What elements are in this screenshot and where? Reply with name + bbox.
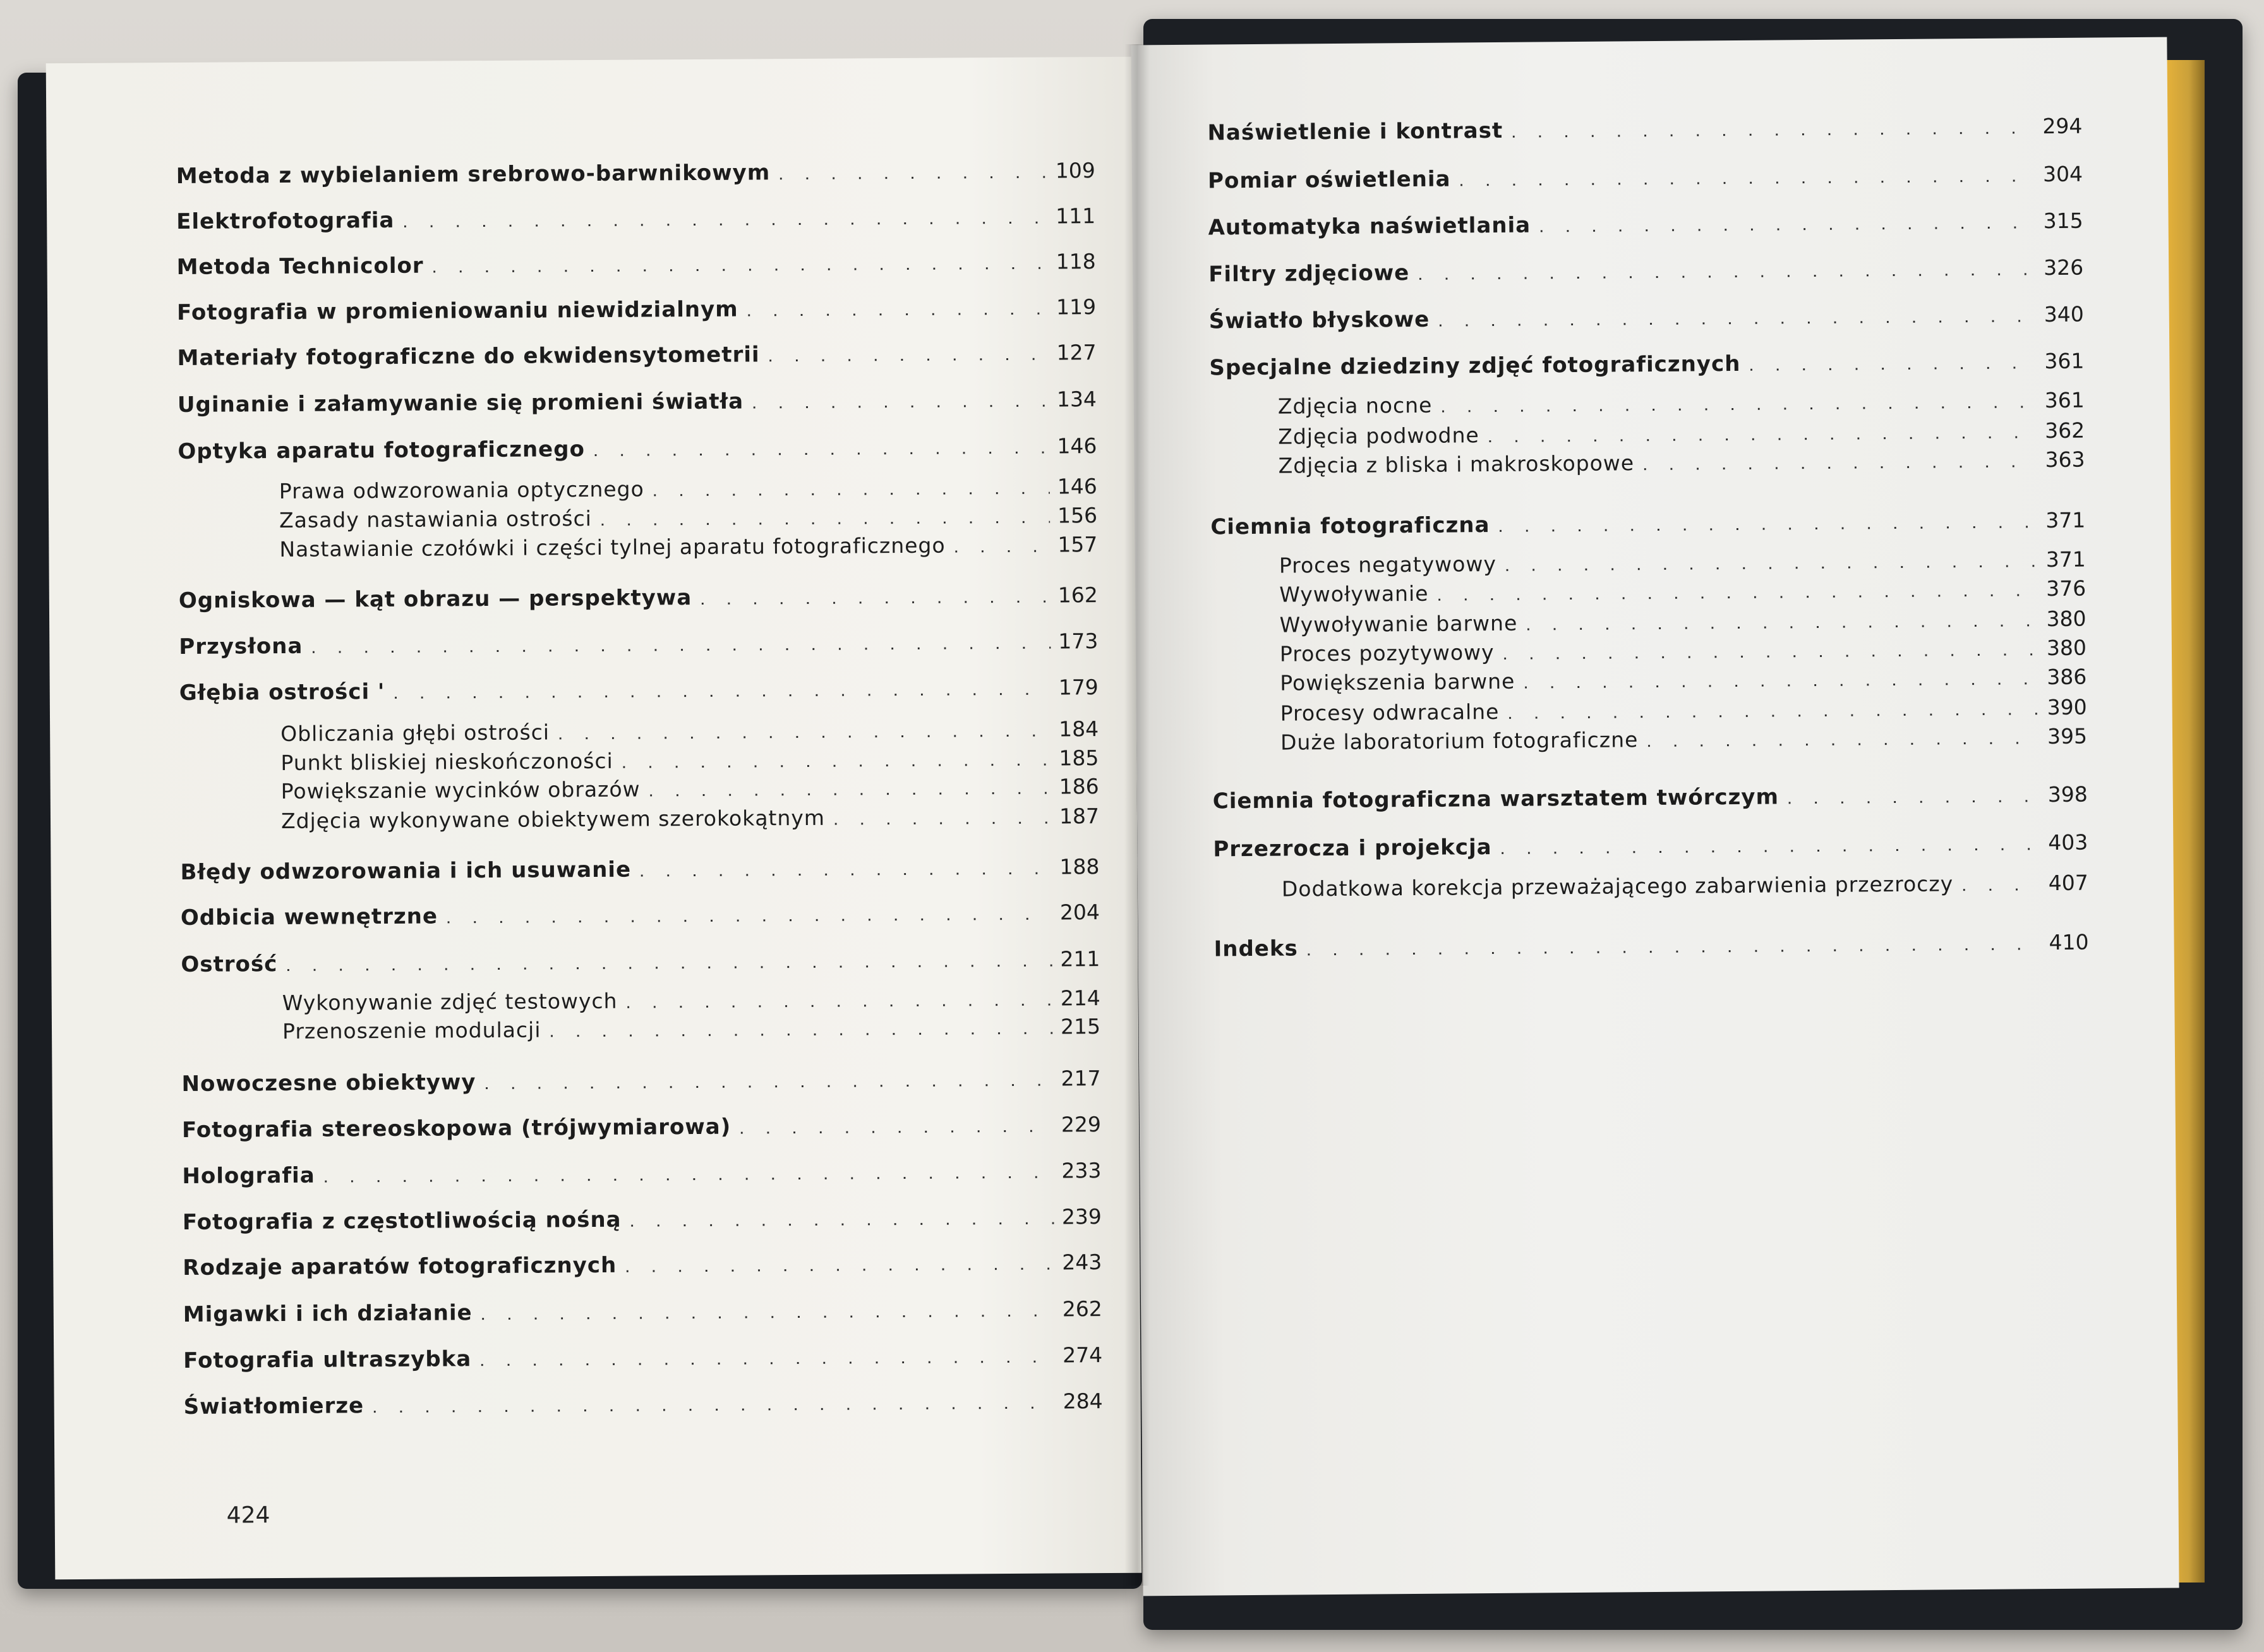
toc-entry-page-number: 376 <box>2046 576 2086 601</box>
toc-entry-title: Powiększenia barwne <box>1280 668 1515 696</box>
dot-leader <box>550 1025 1053 1040</box>
dot-leader <box>480 1353 1055 1369</box>
toc-entry-title: Ogniskowa — kąt obrazu — perspektywa <box>178 585 692 614</box>
dot-leader <box>640 865 1052 879</box>
toc-entry-page-number: 229 <box>1061 1112 1102 1137</box>
toc-entry-page-number: 214 <box>1060 986 1100 1011</box>
toc-entry-page-number: 386 <box>2047 664 2087 690</box>
toc-entry <box>177 294 1096 325</box>
toc-entry <box>281 804 1099 833</box>
toc-entry-page-number: 188 <box>1059 854 1100 879</box>
toc-entry <box>183 1296 1102 1327</box>
dot-leader <box>1505 557 2038 574</box>
toc-entry-title: Fotografia stereoskopowa (trójwymiarowa) <box>181 1114 732 1143</box>
toc-entry <box>1208 162 2083 194</box>
toc-entry-title: Prawa odwzorowania optycznego <box>279 476 644 504</box>
dot-leader <box>1508 705 2039 721</box>
toc-entry-title: Wywoływanie <box>1279 581 1429 607</box>
toc-entry <box>1208 208 2083 241</box>
toc-entry-title: Migawki i ich działanie <box>183 1300 473 1327</box>
toc-entry-page-number: 187 <box>1059 804 1100 829</box>
toc-entry <box>1280 665 2086 696</box>
toc-entry-title: Fotografia ultraszybka <box>183 1346 472 1373</box>
toc-entry-title: Wykonywanie zdjęć testowych <box>282 988 618 1016</box>
toc-entry <box>1213 930 2088 962</box>
toc-entry-page-number: 398 <box>2047 781 2088 807</box>
dot-leader <box>1788 792 2040 806</box>
toc-entry <box>1278 388 2085 419</box>
toc-entry-title: Pomiar oświetlenia <box>1207 166 1451 194</box>
toc-entry <box>1279 547 2086 578</box>
toc-entry-title: Rodzaje aparatów fotograficznych <box>183 1252 617 1281</box>
dot-leader <box>286 957 1052 974</box>
toc-entry-page-number: 111 <box>1056 203 1096 229</box>
toc-entry <box>182 1112 1101 1143</box>
toc-entry-title: Głębia ostrości ' <box>179 679 385 706</box>
dot-leader <box>594 444 1050 459</box>
dot-leader <box>701 593 1051 607</box>
toc-entry <box>279 503 1097 533</box>
toc-entry <box>1279 606 2086 637</box>
toc-entry-page-number: 162 <box>1057 582 1098 608</box>
toc-entry-page-number: 362 <box>2045 418 2085 443</box>
toc-entry-page-number: 326 <box>2044 255 2084 280</box>
dot-leader <box>1459 172 2035 188</box>
toc-entry-page-number: 340 <box>2044 301 2084 327</box>
toc-entry-page-number: 211 <box>1060 946 1100 972</box>
toc-entry-title: Fotografia w promieniowaniu niewidzialnym <box>176 296 738 326</box>
toc-entry-page-number: 239 <box>1061 1204 1102 1229</box>
toc-entry-page-number: 156 <box>1057 503 1098 528</box>
toc-entry-title: Fotografia z częstotliwością nośną <box>182 1207 622 1235</box>
toc-entry-page-number: 186 <box>1059 774 1099 799</box>
dot-leader <box>1501 840 2041 857</box>
toc-entry-page-number: 215 <box>1060 1014 1101 1039</box>
toc-entry-title: Zdjęcia nocne <box>1277 392 1433 419</box>
dot-leader <box>447 910 1052 926</box>
toc-entry-title: Proces negatywowy <box>1279 551 1497 578</box>
toc-entry-page-number: 410 <box>2049 929 2089 955</box>
toc-entry-page-number: 284 <box>1063 1389 1103 1414</box>
toc-entry <box>183 1204 1102 1235</box>
toc-entry <box>181 1066 1100 1097</box>
toc-entry <box>176 158 1095 189</box>
toc-entry <box>182 1158 1101 1189</box>
toc-entry-title: Zdjęcia wykonywane obiektywem szerokokątnym <box>280 805 826 834</box>
toc-entry-page-number: 146 <box>1057 433 1097 459</box>
dot-leader <box>630 1215 1054 1229</box>
dot-leader <box>373 1399 1056 1416</box>
dot-leader <box>403 214 1048 230</box>
toc-entry-page-number: 371 <box>2045 546 2086 572</box>
toc-entry <box>179 629 1098 660</box>
toc-entry <box>180 854 1099 885</box>
toc-entry-title: Błędy odwzorowania i ich usuwanie <box>180 857 632 885</box>
right-page <box>1131 37 2179 1596</box>
toc-entry-page-number: 363 <box>2045 447 2085 473</box>
dot-leader <box>626 996 1052 1011</box>
dot-leader <box>1647 734 2040 749</box>
toc-entry-title: Elektrofotografia <box>176 207 395 235</box>
page-number: 424 <box>226 1502 270 1529</box>
dot-leader <box>1524 675 2039 690</box>
toc-entry-title: Uginanie i załamywanie się promieni światła <box>177 389 744 418</box>
dot-leader <box>1441 398 2037 414</box>
toc-entry-title: Ostrość <box>181 951 278 977</box>
dot-leader <box>740 1123 1054 1137</box>
toc-entry <box>1208 255 2083 287</box>
toc-entry-title: Specjalne dziedziny zdjęć fotograficznych <box>1209 351 1741 381</box>
toc-entry-page-number: 127 <box>1056 340 1097 365</box>
toc-entry-title: Naświetlenie i kontrast <box>1207 118 1503 146</box>
toc-entry <box>1209 349 2084 381</box>
toc-entry <box>1278 447 2085 478</box>
toc-entry-page-number: 119 <box>1056 294 1097 320</box>
toc-entry-page-number: 403 <box>2048 829 2088 855</box>
toc-entry-page-number: 380 <box>2046 606 2086 632</box>
dot-leader <box>1498 518 2038 534</box>
dot-leader <box>1643 457 2038 473</box>
book-gutter <box>1124 44 1150 1586</box>
toc-entry-title: Optyka aparatu fotograficznego <box>178 437 586 465</box>
dot-leader <box>1488 428 2038 445</box>
toc-entry-page-number: 173 <box>1058 629 1099 654</box>
toc-entry-title: Przysłona <box>179 633 303 660</box>
toc-entry <box>183 1250 1102 1281</box>
toc-entry <box>1279 576 2086 607</box>
toc-entry-page-number: 146 <box>1057 474 1097 499</box>
dot-leader <box>779 169 1048 183</box>
toc-entry <box>282 986 1100 1015</box>
dot-leader <box>311 639 1051 656</box>
toc-entry-page-number: 184 <box>1059 716 1099 742</box>
toc-entry <box>179 582 1098 613</box>
dot-leader <box>1962 881 2041 893</box>
dot-leader <box>752 397 1049 411</box>
dot-leader <box>485 1076 1053 1092</box>
toc-entry-title: Obliczania głębi ostrości <box>280 720 550 747</box>
toc-entry-page-number: 274 <box>1063 1342 1103 1368</box>
toc-entry <box>1280 724 2087 755</box>
toc-entry-page-number: 407 <box>2048 870 2088 896</box>
toc-entry-page-number: 294 <box>2042 113 2083 139</box>
dot-leader <box>1526 617 2038 632</box>
toc-entry <box>1213 782 2088 814</box>
toc-entry-title: Wywoływanie barwne <box>1279 610 1518 637</box>
dot-leader <box>394 685 1051 701</box>
left-page <box>46 57 1142 1579</box>
toc-entry <box>1282 871 2088 901</box>
toc-entry-title: Metoda z wybielaniem srebrowo-barwnikowym <box>176 160 771 190</box>
toc-entry-title: Zasady nastawiania ostrości <box>279 506 592 533</box>
toc-entry-title: Indeks <box>1213 936 1298 962</box>
toc-entry-page-number: 157 <box>1057 532 1098 557</box>
toc-entry <box>1278 418 2085 449</box>
toc-entry <box>183 1342 1102 1373</box>
toc-entry-title: Zdjęcia z bliska i makroskopowe <box>1278 450 1635 478</box>
dot-leader <box>1503 646 2039 662</box>
toc-entry-page-number: 395 <box>2047 723 2088 749</box>
toc-entry-title: Materiały fotograficzne do ekwidensytometrii <box>177 342 760 371</box>
dot-leader <box>954 543 1051 555</box>
toc-entry-page-number: 371 <box>2045 507 2086 533</box>
toc-entry-title: Proces pozytywowy <box>1279 639 1495 666</box>
dot-leader <box>433 260 1049 275</box>
toc-entry-title: Światło błyskowe <box>1208 306 1430 334</box>
toc-entry-page-number: 217 <box>1061 1066 1101 1091</box>
dot-leader <box>625 1260 1054 1275</box>
dot-leader <box>601 514 1050 528</box>
dot-leader <box>1749 359 2037 373</box>
toc-entry <box>181 900 1100 931</box>
dot-leader <box>1539 219 2036 234</box>
dot-leader <box>1307 940 2042 958</box>
dot-leader <box>324 1169 1054 1185</box>
dot-leader <box>481 1307 1055 1323</box>
dot-leader <box>1437 586 2038 603</box>
toc-entry-title: Przezrocza i projekcja <box>1213 835 1492 862</box>
toc-entry <box>1207 114 2082 146</box>
toc-entry-title: Ciemnia fotograficzna warsztatem twórczym <box>1212 784 1779 814</box>
toc-entry-title: Nowoczesne obiektywy <box>181 1070 476 1097</box>
dot-leader <box>558 727 1051 742</box>
toc-entry <box>179 675 1099 706</box>
toc-entry-title: Punkt bliskiej nieskończoności <box>280 748 613 776</box>
toc-entry <box>1209 302 2084 334</box>
toc-entry-title: Holografia <box>182 1162 315 1189</box>
toc-entry <box>279 474 1097 503</box>
toc-entry-page-number: 109 <box>1055 158 1095 183</box>
toc-entry-title: Procesy odwracalne <box>1280 699 1500 726</box>
toc-entry-page-number: 179 <box>1058 675 1099 700</box>
toc-entry-title: Ciemnia fotograficzna <box>1210 512 1490 540</box>
toc-entry <box>1213 830 2088 862</box>
toc-entry-title: Duże laboratorium fotograficzne <box>1280 727 1639 755</box>
dot-leader <box>769 351 1049 365</box>
toc-entry-page-number: 315 <box>2043 208 2083 234</box>
toc-entry <box>280 716 1099 746</box>
dot-leader <box>834 814 1052 828</box>
dot-leader <box>1438 312 2037 329</box>
toc-entry <box>280 745 1099 775</box>
toc-entry-title: Światłomierze <box>183 1393 364 1420</box>
toc-entry <box>281 774 1099 804</box>
toc-entry <box>1280 636 2086 666</box>
toc-entry-page-number: 118 <box>1056 249 1096 274</box>
toc-entry-page-number: 361 <box>2044 348 2085 374</box>
dot-leader <box>622 756 1052 771</box>
table-of-contents-right <box>1207 38 2093 1498</box>
toc-entry-page-number: 233 <box>1061 1158 1102 1183</box>
toc-entry-title: Dodatkowa korekcja przeważającego zabarwienia przezroczy <box>1281 871 1954 901</box>
dot-leader <box>1418 265 2036 282</box>
toc-entry-title: Filtry zdjęciowe <box>1208 260 1410 287</box>
dot-leader <box>649 785 1052 799</box>
table-of-contents-left <box>176 57 1104 1516</box>
toc-entry-page-number: 243 <box>1062 1250 1102 1275</box>
dot-leader <box>1512 124 2035 140</box>
toc-entry-title: Nastawianie czołówki i części tylnej aparatu fotograficznego <box>279 533 946 562</box>
toc-entry-page-number: 390 <box>2047 694 2087 720</box>
toc-entry-title: Powiększanie wycinków obrazów <box>280 776 641 804</box>
toc-entry-page-number: 134 <box>1056 387 1097 412</box>
dot-leader <box>653 485 1050 499</box>
toc-entry-page-number: 204 <box>1059 900 1100 925</box>
toc-entry <box>279 532 1097 562</box>
toc-entry-title: Metoda Technicolor <box>176 253 424 280</box>
toc-entry-page-number: 361 <box>2044 387 2085 413</box>
toc-entry <box>1280 695 2087 726</box>
toc-entry-page-number: 185 <box>1059 745 1099 771</box>
toc-entry <box>177 249 1096 280</box>
toc-entry <box>282 1014 1100 1044</box>
toc-entry-title: Zdjęcia podwodne <box>1278 423 1479 449</box>
toc-entry-title: Przenoszenie modulacji <box>282 1017 541 1044</box>
dot-leader <box>747 305 1049 319</box>
toc-entry-title: Odbicia wewnętrzne <box>180 903 438 931</box>
toc-entry <box>1210 508 2085 540</box>
toc-entry <box>178 433 1097 464</box>
toc-entry <box>181 946 1100 977</box>
toc-entry <box>178 387 1097 418</box>
toc-entry-page-number: 262 <box>1062 1296 1102 1322</box>
toc-entry <box>184 1389 1103 1420</box>
toc-entry-title: Automatyka naświetlania <box>1208 212 1531 241</box>
toc-entry <box>176 203 1095 234</box>
toc-entry <box>177 340 1096 371</box>
toc-entry-page-number: 380 <box>2046 635 2087 661</box>
toc-entry-page-number: 304 <box>2042 161 2083 187</box>
